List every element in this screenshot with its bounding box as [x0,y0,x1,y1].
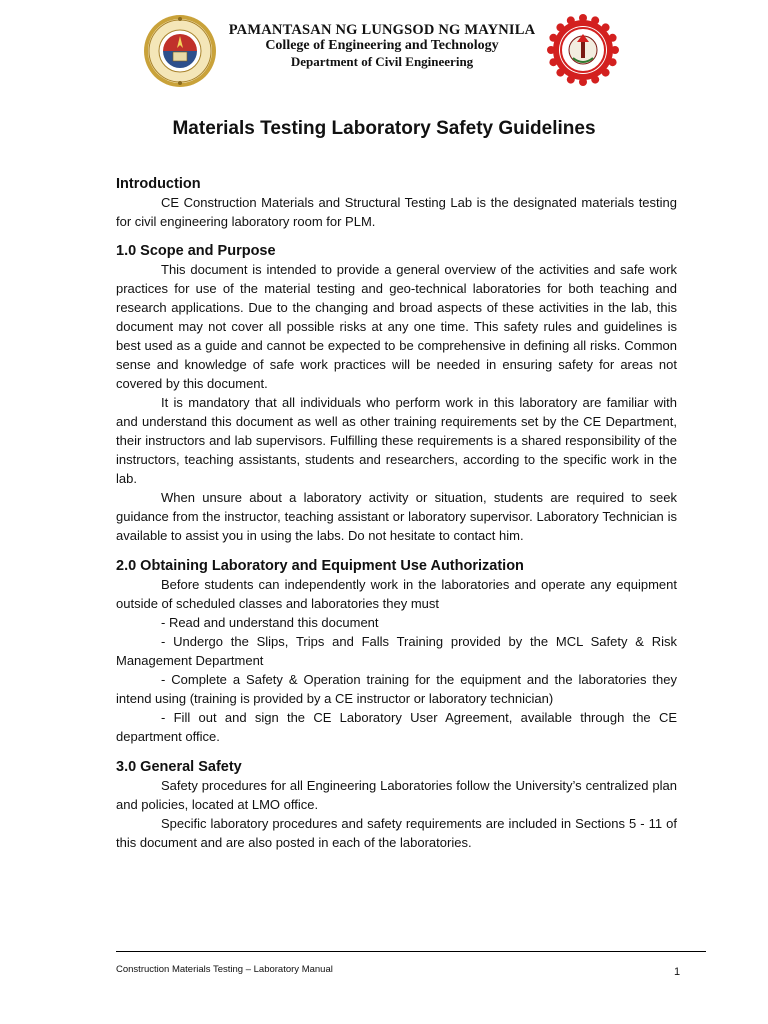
section-heading: 1.0 Scope and Purpose [116,243,276,259]
department-name: Department of Civil Engineering [290,54,474,69]
document-header [0,0,768,100]
page-title: Materials Testing Laboratory Safety Guidelines [172,118,596,139]
paragraph: Specific laboratory procedures and safety requirements are included in Sections 5 - 11 of this document and are also posted in each of the laboratories. [116,816,677,850]
paragraph: Safety procedures for all Engineering Laboratories follow the University’s centralized plan and policies, located at LMO office. [116,778,677,812]
footer-divider [116,951,706,952]
document-body [116,175,677,852]
list-item: - Complete a Safety & Operation training for the equipment and the laboratories they intend using (training is provided by a CE instructor or laboratory technician) [116,672,677,706]
section-introduction [116,175,677,231]
institution-heading [220,22,544,70]
list-item: - Undergo the Slips, Trips and Falls Training provided by the MCL Safety & Risk Management Department [116,634,677,668]
university-name: PAMANTASAN NG LUNGSOD NG MAYNILA [228,22,536,38]
footer-text: Construction Materials Testing – Laboratory Manual [116,964,333,975]
section-authorization [116,557,677,746]
list-item: - Read and understand this document [161,615,379,630]
section-heading: 2.0 Obtaining Laboratory and Equipment Use Authorization [116,558,524,574]
college-name: College of Engineering and Technology [265,38,499,53]
paragraph: When unsure about a laboratory activity or situation, students are required to seek guidance from the instructor, teaching assistant or laboratory supervisor. Laboratory Technician is available to assist you in using the labs. Do not hesitate to contact him. [116,490,677,543]
paragraph: This document is intended to provide a general overview of the activities and safe work practices for use of the material testing and geo-technical laboratories for both teaching and research applications. Due to the changing and broad aspects of these activities in the lab, this document may not cover all possible risks at any one time. This safety rules and guidelines is best used as a guide and cannot be expected to be comprehensive in defining all risks. Common sense and knowledge of safe work practices will be needed in ensuring safety for areas not covered by this document. [116,262,677,391]
plm-seal-icon [143,14,217,88]
paragraph: CE Construction Materials and Structural Testing Lab is the designated materials testing for civil engineering laboratory room for PLM. [116,195,677,229]
section-heading: Introduction [116,176,201,192]
section-scope [116,242,677,545]
paragraph: It is mandatory that all individuals who perform work in this laboratory are familiar with and understand this document as well as other training requirements set by the CE Department, their instructors and lab supervisors. Fulfilling these requirements is a shared responsibility of the instructors, teaching assistants, students and researchers, according to the specific work in the lab. [116,395,677,486]
list-item: - Fill out and sign the CE Laboratory User Agreement, available through the CE department office. [116,710,677,744]
department-seal-icon [547,14,619,86]
paragraph: Before students can independently work in the laboratories and operate any equipment outside of scheduled classes and laboratories they must [116,577,677,611]
section-heading: 3.0 General Safety [116,759,242,775]
section-general-safety [116,758,677,852]
page-number: 1 [674,966,681,978]
